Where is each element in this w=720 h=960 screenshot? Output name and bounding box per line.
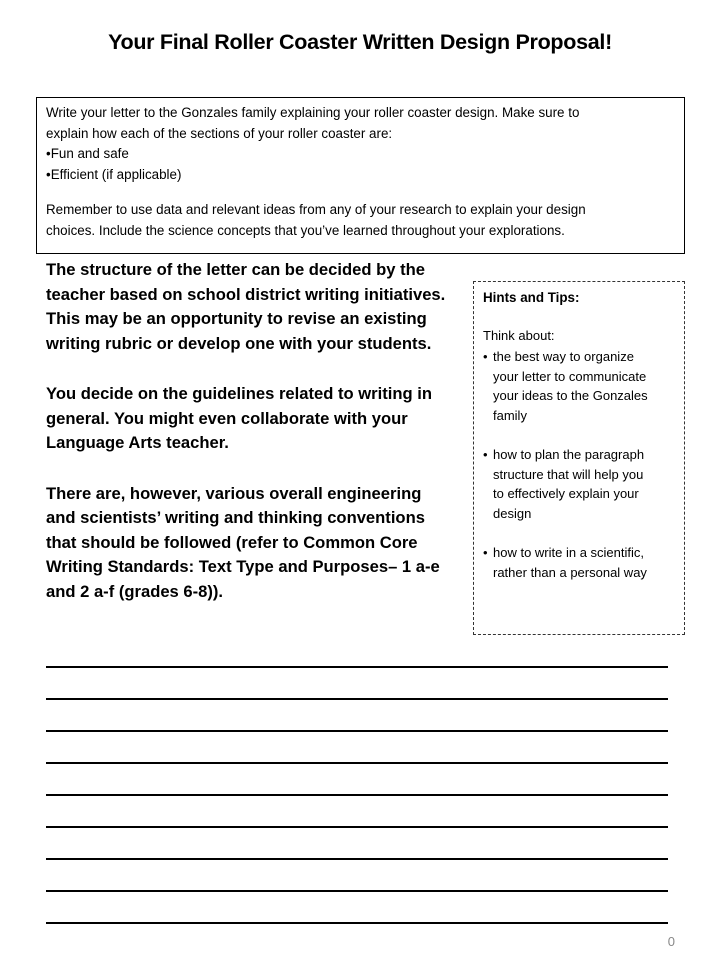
hint-line: design <box>493 505 532 521</box>
instructions-intro-line: Write your letter to the Gonzales family explaining your roller coaster design. Make sure to <box>46 105 580 120</box>
hint-line: your letter to communicate <box>493 368 647 384</box>
teacher-note-line: and scientists’ writing and thinking conventions <box>46 508 425 527</box>
hints-title: Hints and Tips: <box>483 290 580 305</box>
teacher-note-line: The structure of the letter can be decided by the <box>46 260 425 279</box>
hint-item <box>483 445 675 523</box>
writing-lines <box>46 636 668 924</box>
teacher-note-line: that should be followed (refer to Common Core <box>46 532 418 552</box>
writing-line[interactable] <box>46 668 668 700</box>
teacher-notes <box>46 258 476 604</box>
hints-box <box>473 281 685 635</box>
instructions-reminder-line: Remember to use data and relevant ideas from any of your research to explain your design <box>46 202 586 217</box>
teacher-note-paragraph <box>46 382 476 456</box>
writing-line[interactable] <box>46 892 668 924</box>
writing-line[interactable] <box>46 796 668 828</box>
instructions-bullet: •Fun and safe <box>46 146 129 161</box>
hint-item <box>483 347 675 425</box>
hint-line: • the best way to organize <box>493 349 634 364</box>
teacher-note-line: teacher based on school district writing initiatives. <box>46 284 446 304</box>
teacher-note-line: This may be an opportunity to revise an existing <box>46 309 427 328</box>
writing-line[interactable] <box>46 732 668 764</box>
writing-line[interactable] <box>46 700 668 732</box>
page-title: Your Final Roller Coaster Written Design Proposal! <box>108 30 612 54</box>
instructions-intro-line: explain how each of the sections of your roller coaster are: <box>46 125 393 141</box>
writing-line[interactable] <box>46 828 668 860</box>
teacher-note-paragraph <box>46 482 476 605</box>
hint-line: to effectively explain your <box>493 486 639 501</box>
hint-line: • how to plan the paragraph <box>493 447 645 462</box>
writing-line[interactable] <box>46 636 668 668</box>
hint-line: family <box>493 407 527 423</box>
hint-item <box>483 543 675 582</box>
hint-line: • how to write in a scientific, <box>493 545 645 560</box>
hint-line: structure that will help you <box>493 466 644 482</box>
teacher-note-line: general. You might even collaborate with your <box>46 408 408 428</box>
hints-list <box>483 347 675 582</box>
teacher-note-line: writing rubric or develop one with your students. <box>46 333 432 353</box>
writing-line[interactable] <box>46 860 668 892</box>
teacher-note-line: Writing Standards: Text Type and Purposes– 1 a-e <box>46 557 440 576</box>
instructions-reminder-line: choices. Include the science concepts that you’ve learned throughout your explorations. <box>46 222 565 238</box>
instructions-bullet: •Efficient (if applicable) <box>46 166 182 182</box>
hint-line: rather than a personal way <box>493 564 647 580</box>
teacher-note-line: There are, however, various overall engineering <box>46 483 422 503</box>
page-number: 0 <box>667 934 675 949</box>
teacher-note-paragraph <box>46 258 476 356</box>
hint-line: your ideas to the Gonzales <box>493 388 648 403</box>
instructions-box <box>36 97 685 254</box>
teacher-note-line: Language Arts teacher. <box>46 433 229 452</box>
teacher-note-line: and 2 a-f (grades 6-8)). <box>46 581 224 601</box>
teacher-note-line: You decide on the guidelines related to writing in <box>46 384 432 403</box>
writing-line[interactable] <box>46 764 668 796</box>
hints-intro: Think about: <box>483 327 555 343</box>
